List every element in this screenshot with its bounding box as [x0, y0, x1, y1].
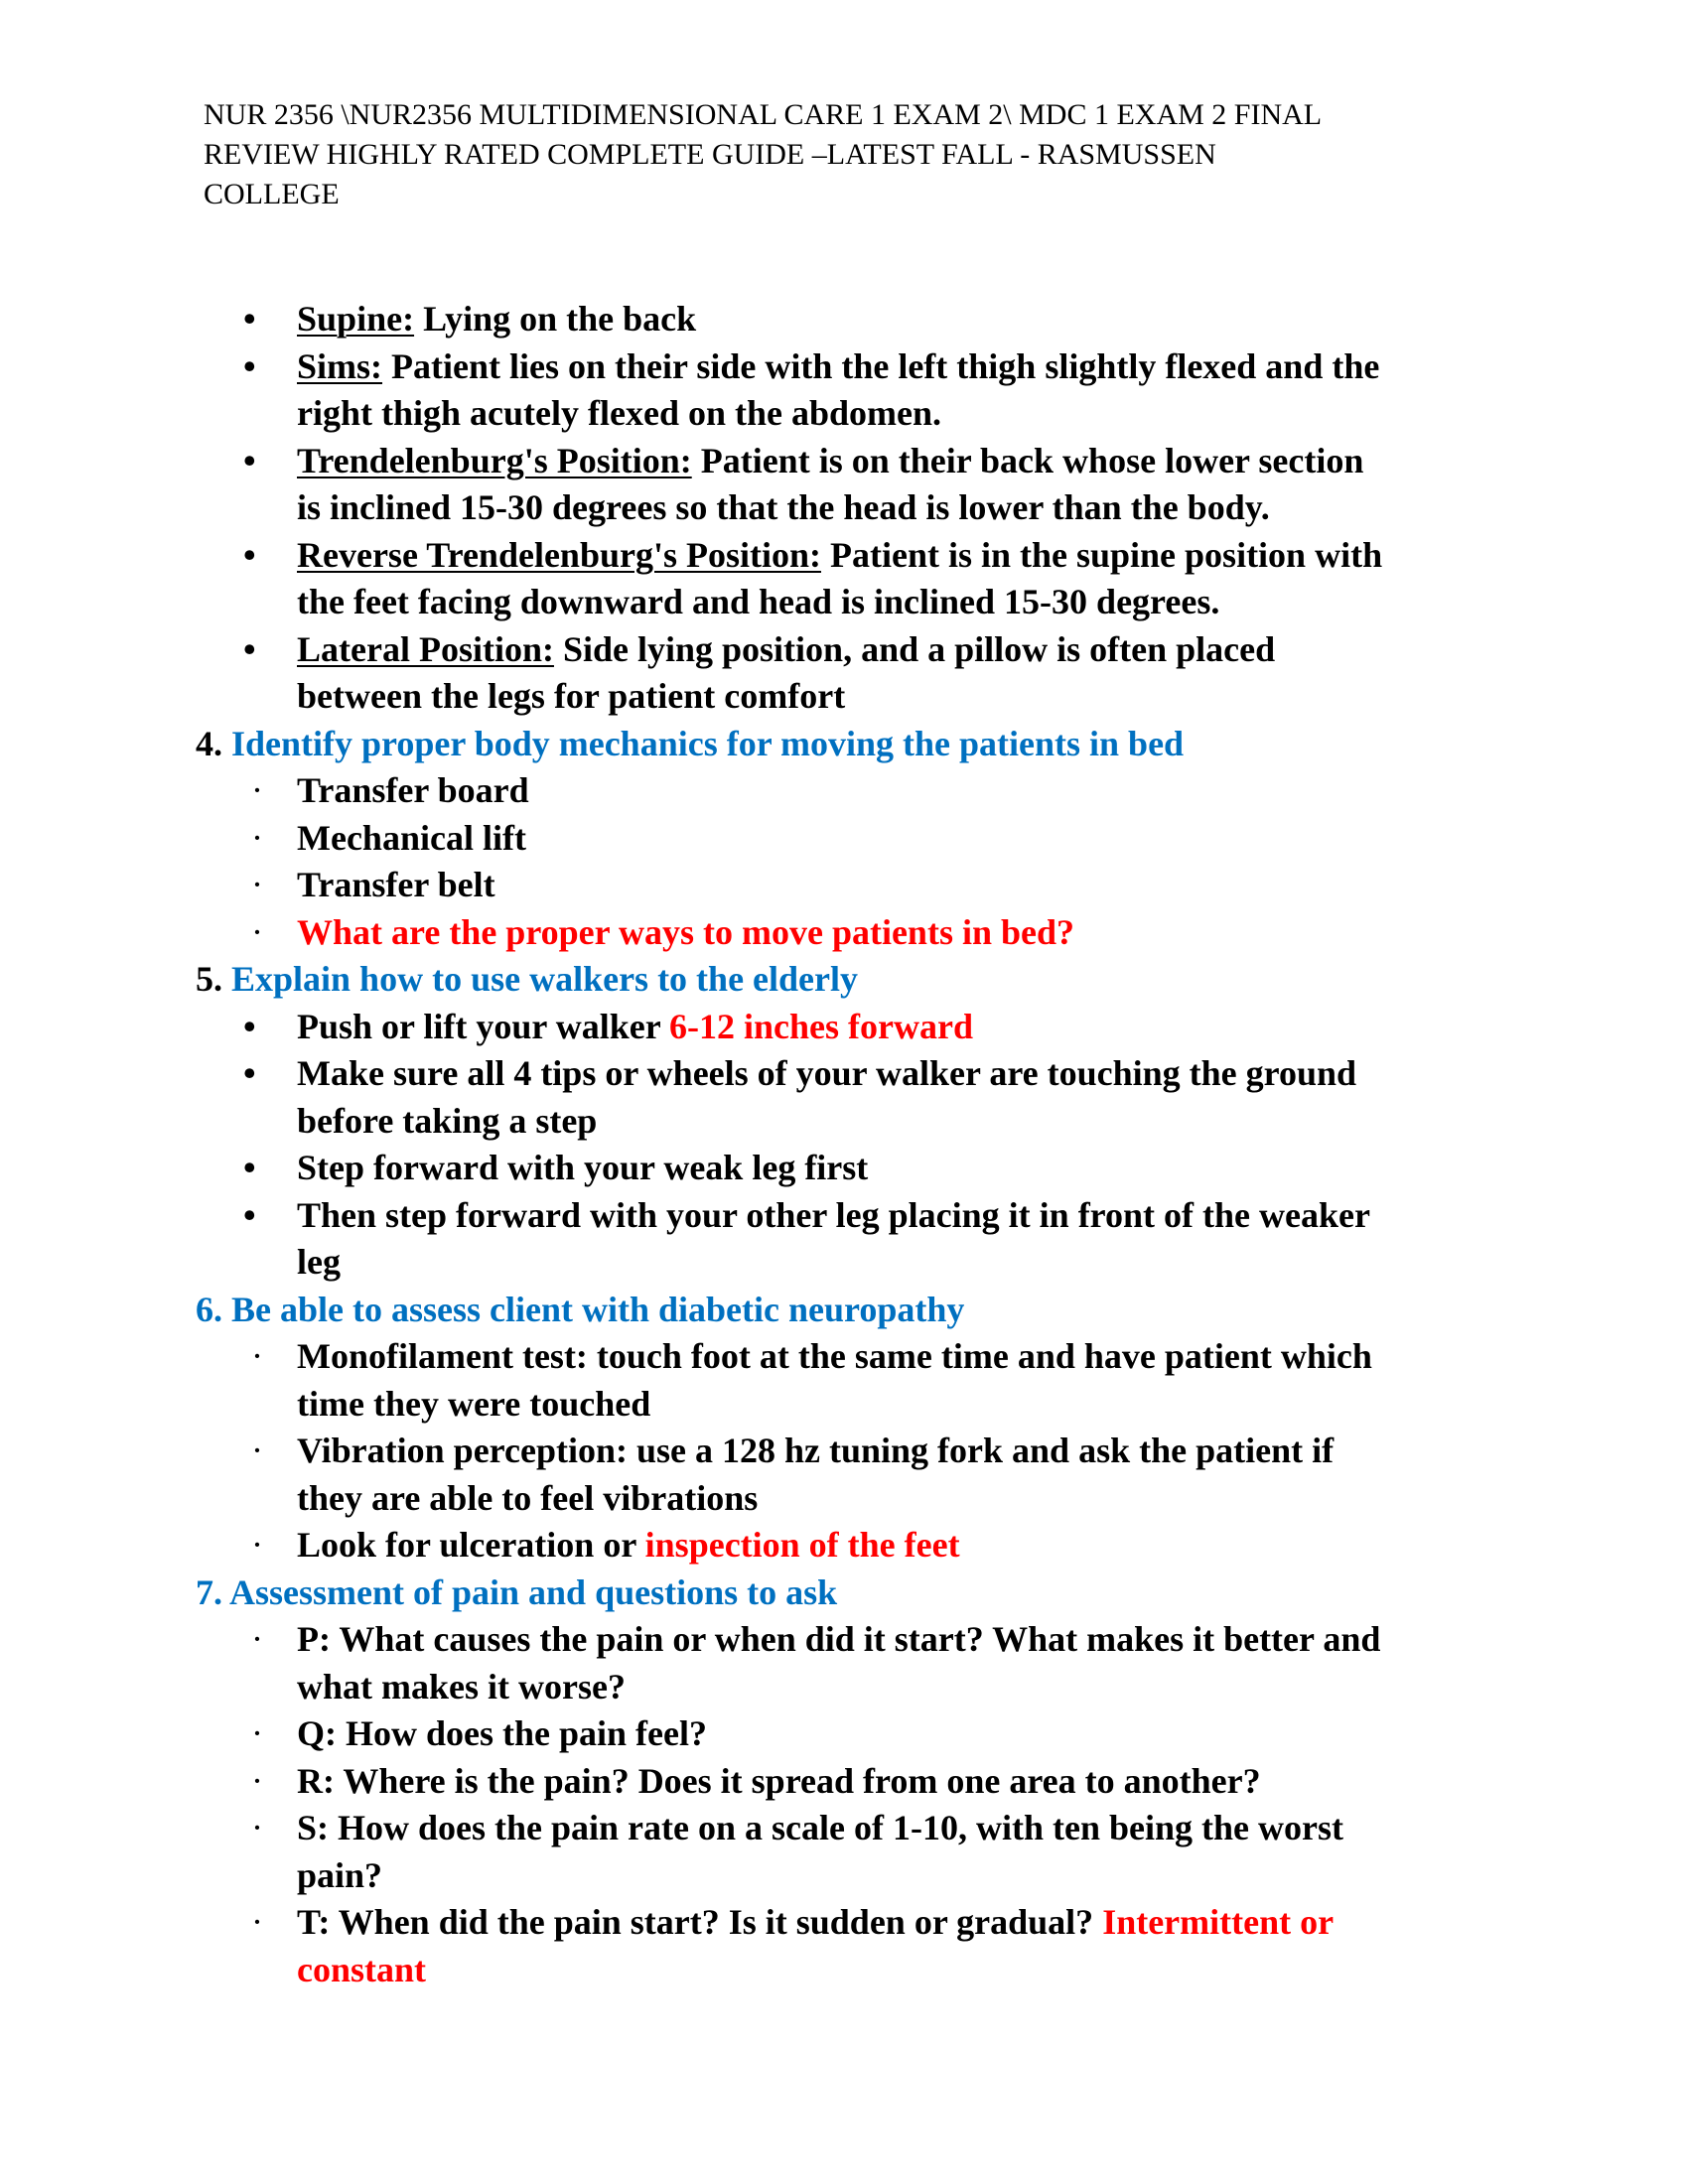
term-reverse-trendelenburg: Reverse Trendelenburg's Position:: [297, 534, 821, 575]
definition-trendelenburg: Patient is on their back whose lower section: [691, 440, 1364, 480]
list-item-p: [196, 1616, 1506, 1710]
bullet-icon: •: [243, 1194, 256, 1235]
dot-bullet-icon: ·: [251, 817, 263, 858]
item-text: S: How does the pain rate on a scale of 1-10, with ten being the worst: [297, 1808, 1343, 1847]
list-item-t: [196, 1899, 1506, 1993]
header-line-3: COLLEGE: [204, 178, 340, 210]
term-trendelenburg: Trendelenburg's Position:: [297, 440, 692, 480]
section-5-title: Explain how to use walkers to the elderly: [222, 959, 859, 999]
item-text: P: What causes the pain or when did it start? What makes it better and: [297, 1619, 1381, 1659]
dot-bullet-icon: ·: [251, 1336, 263, 1376]
definition-trendelenburg-cont: is inclined 15-30 degrees so that the head is lower than the body.: [297, 487, 1270, 527]
bullet-icon: •: [243, 534, 256, 575]
list-item: [196, 862, 1506, 909]
list-item-sims: [196, 343, 1506, 438]
bullet-icon: •: [243, 440, 256, 480]
list-item: [196, 909, 1506, 957]
definition-reverse-trendelenburg-cont: the feet facing downward and head is inclined 15-30 degrees.: [297, 582, 1220, 621]
list-item-reverse-trendelenburg: [196, 532, 1506, 626]
list-item: [196, 1333, 1506, 1428]
list-item-s: [196, 1805, 1506, 1899]
definition-sims-cont: right thigh acutely flexed on the abdomen.: [297, 393, 942, 433]
list-item-supine: [196, 296, 1506, 343]
section-4-number: 4.: [196, 723, 222, 763]
item-text-cont: time they were touched: [297, 1383, 651, 1424]
item-text: Push or lift your walker: [297, 1006, 670, 1046]
dot-bullet-icon: ·: [251, 1431, 263, 1470]
section-4-heading: [196, 721, 1506, 768]
bullet-icon: •: [243, 345, 256, 386]
term-lateral: Lateral Position:: [297, 628, 554, 669]
header-line-2: REVIEW HIGHLY RATED COMPLETE GUIDE –LATEST FALL - RASMUSSEN: [204, 138, 1216, 171]
item-text: R: Where is the pain? Does it spread from one area to another?: [297, 1760, 1261, 1801]
item-text-cont: before taking a step: [297, 1100, 598, 1141]
section-5-heading: [196, 956, 1506, 1004]
list-item: [196, 1004, 1506, 1051]
item-text: Mechanical lift: [297, 817, 526, 858]
item-text: Then step forward with your other leg placing it in front of the weaker: [297, 1194, 1370, 1235]
bullet-icon: •: [243, 1148, 256, 1187]
document-body: [196, 296, 1506, 1993]
definition-supine: Lying on the back: [414, 299, 697, 339]
term-supine: Supine:: [297, 299, 415, 339]
section-4-title: Identify proper body mechanics for moving the patients in bed: [222, 723, 1185, 763]
bullet-icon: •: [243, 1053, 256, 1093]
definition-lateral: Side lying position, and a pillow is often placed: [553, 628, 1276, 669]
document-header: [204, 95, 1514, 214]
item-text: Look for ulceration or: [297, 1525, 645, 1565]
list-item: [196, 1050, 1506, 1145]
item-text-cont: they are able to feel vibrations: [297, 1477, 759, 1518]
item-text-cont: leg: [297, 1242, 341, 1282]
dot-bullet-icon: ·: [251, 1808, 263, 1847]
item-highlight: Intermittent or: [1102, 1902, 1335, 1942]
bullet-icon: •: [243, 299, 256, 339]
question-text: What are the proper ways to move patients in bed?: [297, 911, 1074, 952]
dot-bullet-icon: ·: [251, 770, 263, 810]
list-item-r: [196, 1758, 1506, 1806]
list-item-lateral: [196, 626, 1506, 721]
item-text: Step forward with your weak leg first: [297, 1148, 869, 1187]
section-6-heading: 6. Be able to assess client with diabetic neuropathy: [196, 1289, 965, 1329]
dot-bullet-icon: ·: [251, 1713, 263, 1753]
list-item: [196, 1192, 1506, 1287]
item-text: Q: How does the pain feel?: [297, 1713, 707, 1753]
list-item-trendelenburg: [196, 438, 1506, 532]
dot-bullet-icon: ·: [251, 1525, 263, 1565]
dot-bullet-icon: ·: [251, 911, 263, 952]
list-item: [196, 815, 1506, 863]
list-item: [196, 1428, 1506, 1522]
dot-bullet-icon: ·: [251, 865, 263, 904]
section-7-heading: 7. Assessment of pain and questions to ask: [196, 1571, 838, 1612]
item-text: Transfer belt: [297, 865, 495, 904]
list-item-q: [196, 1710, 1506, 1758]
item-highlight: 6-12 inches forward: [669, 1006, 973, 1046]
bullet-icon: •: [243, 1006, 256, 1046]
item-text: Monofilament test: touch foot at the same time and have patient which: [297, 1336, 1372, 1376]
dot-bullet-icon: ·: [251, 1619, 263, 1659]
list-item: [196, 767, 1506, 815]
definition-lateral-cont: between the legs for patient comfort: [297, 676, 846, 716]
definition-sims: Patient lies on their side with the left thigh slightly flexed and the: [382, 345, 1380, 386]
item-text-cont: what makes it worse?: [297, 1666, 626, 1706]
item-text: Transfer board: [297, 770, 529, 810]
item-text-cont: pain?: [297, 1854, 383, 1895]
item-highlight-cont: constant: [297, 1949, 427, 1989]
dot-bullet-icon: ·: [251, 1902, 263, 1942]
list-item: [196, 1522, 1506, 1570]
item-highlight: inspection of the feet: [644, 1525, 960, 1565]
definition-reverse-trendelenburg: Patient is in the supine position with: [820, 534, 1383, 575]
header-line-1: NUR 2356 \NUR2356 MULTIDIMENSIONAL CARE 1 EXAM 2\ MDC 1 EXAM 2 FINAL: [204, 98, 1323, 131]
item-text: T: When did the pain start? Is it sudden or gradual?: [297, 1902, 1103, 1942]
bullet-icon: •: [243, 628, 256, 669]
list-item: [196, 1145, 1506, 1192]
term-sims: Sims:: [297, 345, 383, 386]
section-5-number: 5.: [196, 959, 222, 999]
dot-bullet-icon: ·: [251, 1760, 263, 1801]
item-text: Make sure all 4 tips or wheels of your walker are touching the ground: [297, 1053, 1357, 1093]
item-text: Vibration perception: use a 128 hz tuning fork and ask the patient if: [297, 1431, 1335, 1470]
